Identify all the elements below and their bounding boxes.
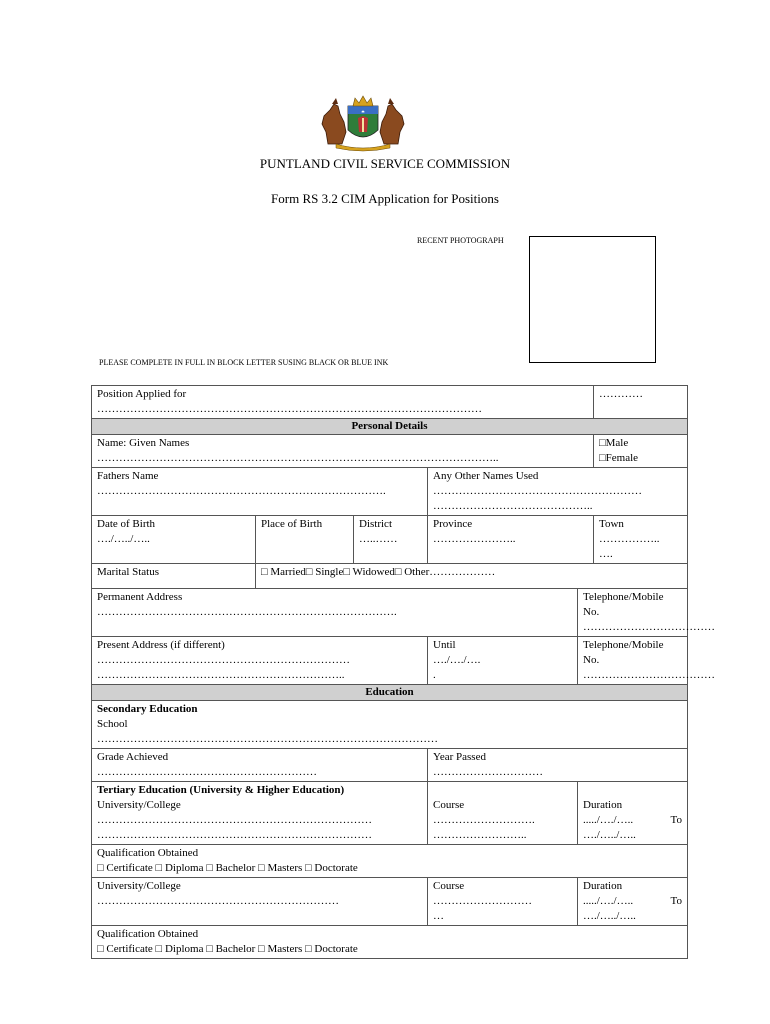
town-dots-2: …. [599, 548, 613, 560]
organization-title: PUNTLAND CIVIL SERVICE COMMISSION [259, 156, 511, 171]
duration-dots-1a: ...../…./….. [583, 814, 634, 826]
gender-field[interactable] [594, 435, 688, 468]
to-label-1: To [670, 814, 682, 826]
until-dots-2: . [433, 669, 436, 681]
university-field-1[interactable] [92, 782, 428, 845]
other-names-label: Any Other Names Used [433, 470, 539, 482]
row-fathers-name [92, 468, 688, 516]
course-label-1: Course [433, 799, 465, 811]
duration-dots-1b: …./…../….. [583, 829, 636, 841]
course-dots-1b: …………………….. [433, 829, 527, 841]
qualification-label-2: Qualification Obtained [97, 928, 199, 940]
position-label: Position Applied for [97, 388, 187, 400]
telephone-dots-1: ……………………………… [583, 621, 715, 633]
district-dots: …..…… [359, 533, 398, 545]
town-dots-1: …………….. [599, 533, 660, 545]
coat-of-arms-logo [318, 92, 408, 154]
row-birth [92, 516, 688, 564]
dob-field[interactable] [92, 516, 256, 564]
present-address-dots-1: …………………………………………………………… [97, 654, 350, 666]
university-dots-1a: ………………………………………………………………… [97, 814, 372, 826]
until-dots-1: …./…./…. [433, 654, 481, 666]
course-field-1[interactable] [428, 782, 578, 845]
province-label: Province [433, 518, 473, 530]
grade-field[interactable] [92, 749, 428, 782]
school-dots: ………………………………………………………………………………… [97, 733, 438, 745]
course-label-2: Course [433, 880, 465, 892]
other-names-field[interactable] [428, 468, 688, 516]
grade-label: Grade Achieved [97, 751, 169, 763]
row-position [92, 386, 688, 419]
duration-field-1[interactable] [578, 782, 688, 845]
duration-field-2[interactable] [578, 878, 688, 926]
town-field[interactable] [594, 516, 688, 564]
telephone-field-1[interactable] [578, 589, 715, 637]
duration-dots-2b: …./…../….. [583, 910, 636, 922]
telephone-field-2[interactable] [578, 637, 715, 685]
position-ref-dots: ………… [599, 388, 643, 400]
position-ref-field[interactable] [594, 386, 688, 419]
position-dots: …………………………………………………………………………………………… [97, 403, 482, 415]
position-field[interactable] [92, 386, 594, 419]
province-dots: ………………….. [433, 533, 516, 545]
photo-label: RECENT PHOTOGRAPH [417, 236, 504, 245]
pob-field[interactable] [256, 516, 354, 564]
qualification-field-1[interactable] [92, 845, 688, 878]
tertiary-education-title: Tertiary Education (University & Higher Education) [97, 784, 345, 796]
qualification-label-1: Qualification Obtained [97, 847, 199, 859]
pob-label: Place of Birth [261, 518, 323, 530]
application-form-table [91, 385, 715, 959]
row-qualification-2 [92, 926, 688, 959]
fathers-name-field[interactable] [92, 468, 428, 516]
until-label: Until [433, 639, 456, 651]
duration-label-1: Duration [583, 799, 623, 811]
year-passed-label: Year Passed [433, 751, 486, 763]
photo-box[interactable] [529, 236, 656, 363]
university-dots-1b: ………………………………………………………………… [97, 829, 372, 841]
qualification-field-2[interactable] [92, 926, 688, 959]
row-qualification-1 [92, 845, 688, 878]
telephone-label-1: Telephone/Mobile No. [583, 591, 664, 618]
telephone-label-2: Telephone/Mobile No. [583, 639, 664, 666]
other-names-dots-1: ………………………………………………… [433, 485, 642, 497]
qualification-options-1[interactable]: □ Certificate □ Diploma □ Bachelor □ Masters □ Doctorate [97, 862, 358, 874]
grade-dots: …………………………………………………… [97, 766, 317, 778]
row-given-names [92, 435, 688, 468]
university-label-2: University/College [97, 880, 181, 892]
district-field[interactable] [354, 516, 428, 564]
course-field-2[interactable] [428, 878, 578, 926]
present-address-field[interactable] [92, 637, 428, 685]
instructions: PLEASE COMPLETE IN FULL IN BLOCK LETTER SUSING BLACK OR BLUE INK [99, 358, 389, 367]
given-names-label: Name: Given Names [97, 437, 190, 449]
present-address-dots-2: ………………………………………………………….. [97, 669, 345, 681]
given-names-dots: ……………………………………………………………………………………………….. [97, 452, 499, 464]
university-field-2[interactable] [92, 878, 428, 926]
fathers-name-dots: ……………………………………………………………………. [97, 485, 386, 497]
permanent-address-field[interactable] [92, 589, 578, 637]
row-school [92, 701, 688, 749]
row-tertiary-2 [92, 878, 688, 926]
row-present-address [92, 637, 688, 685]
course-dots-1a: ………………………. [433, 814, 535, 826]
school-label: School [97, 718, 128, 730]
dob-label: Date of Birth [97, 518, 156, 530]
duration-label-2: Duration [583, 880, 623, 892]
other-names-dots-2: …………………………………….. [433, 500, 593, 512]
row-permanent-address [92, 589, 688, 637]
row-grade [92, 749, 688, 782]
present-address-label: Present Address (if different) [97, 639, 225, 651]
marital-label: Marital Status [92, 564, 256, 589]
year-passed-dots: ………………………… [433, 766, 543, 778]
town-label: Town [599, 518, 624, 530]
duration-dots-2a: ...../…./….. [583, 895, 634, 907]
given-names-field[interactable] [92, 435, 594, 468]
course-dots-2a: ……………………… [433, 895, 532, 907]
education-header: Education [92, 685, 688, 701]
qualification-options-2[interactable]: □ Certificate □ Diploma □ Bachelor □ Masters □ Doctorate [97, 943, 358, 955]
until-field[interactable] [428, 637, 578, 685]
course-dots-2b: … [433, 910, 444, 922]
province-field[interactable] [428, 516, 594, 564]
male-checkbox[interactable]: □Male [599, 437, 629, 449]
row-marital [92, 564, 688, 589]
fathers-name-label: Fathers Name [97, 470, 159, 482]
university-dots-2: ………………………………………………………… [97, 895, 339, 907]
permanent-address-dots: ………………………………………………………………………. [97, 606, 397, 618]
school-field[interactable] [92, 701, 688, 749]
telephone-dots-2: ……………………………… [583, 669, 715, 681]
personal-details-header: Personal Details [92, 419, 688, 435]
secondary-education-title: Secondary Education [97, 703, 198, 715]
to-label-2: To [670, 895, 682, 907]
university-label-1: University/College [97, 799, 181, 811]
row-tertiary-1 [92, 782, 688, 845]
marital-options[interactable]: □ Married□ Single□ Widowed□ Other……………… [256, 564, 688, 589]
female-checkbox[interactable]: □Female [599, 452, 639, 464]
form-title: Form RS 3.2 CIM Application for Positions [271, 191, 499, 206]
permanent-address-label: Permanent Address [97, 591, 183, 603]
district-label: District [359, 518, 392, 530]
year-passed-field[interactable] [428, 749, 688, 782]
dob-dots: …./…../….. [97, 533, 150, 545]
